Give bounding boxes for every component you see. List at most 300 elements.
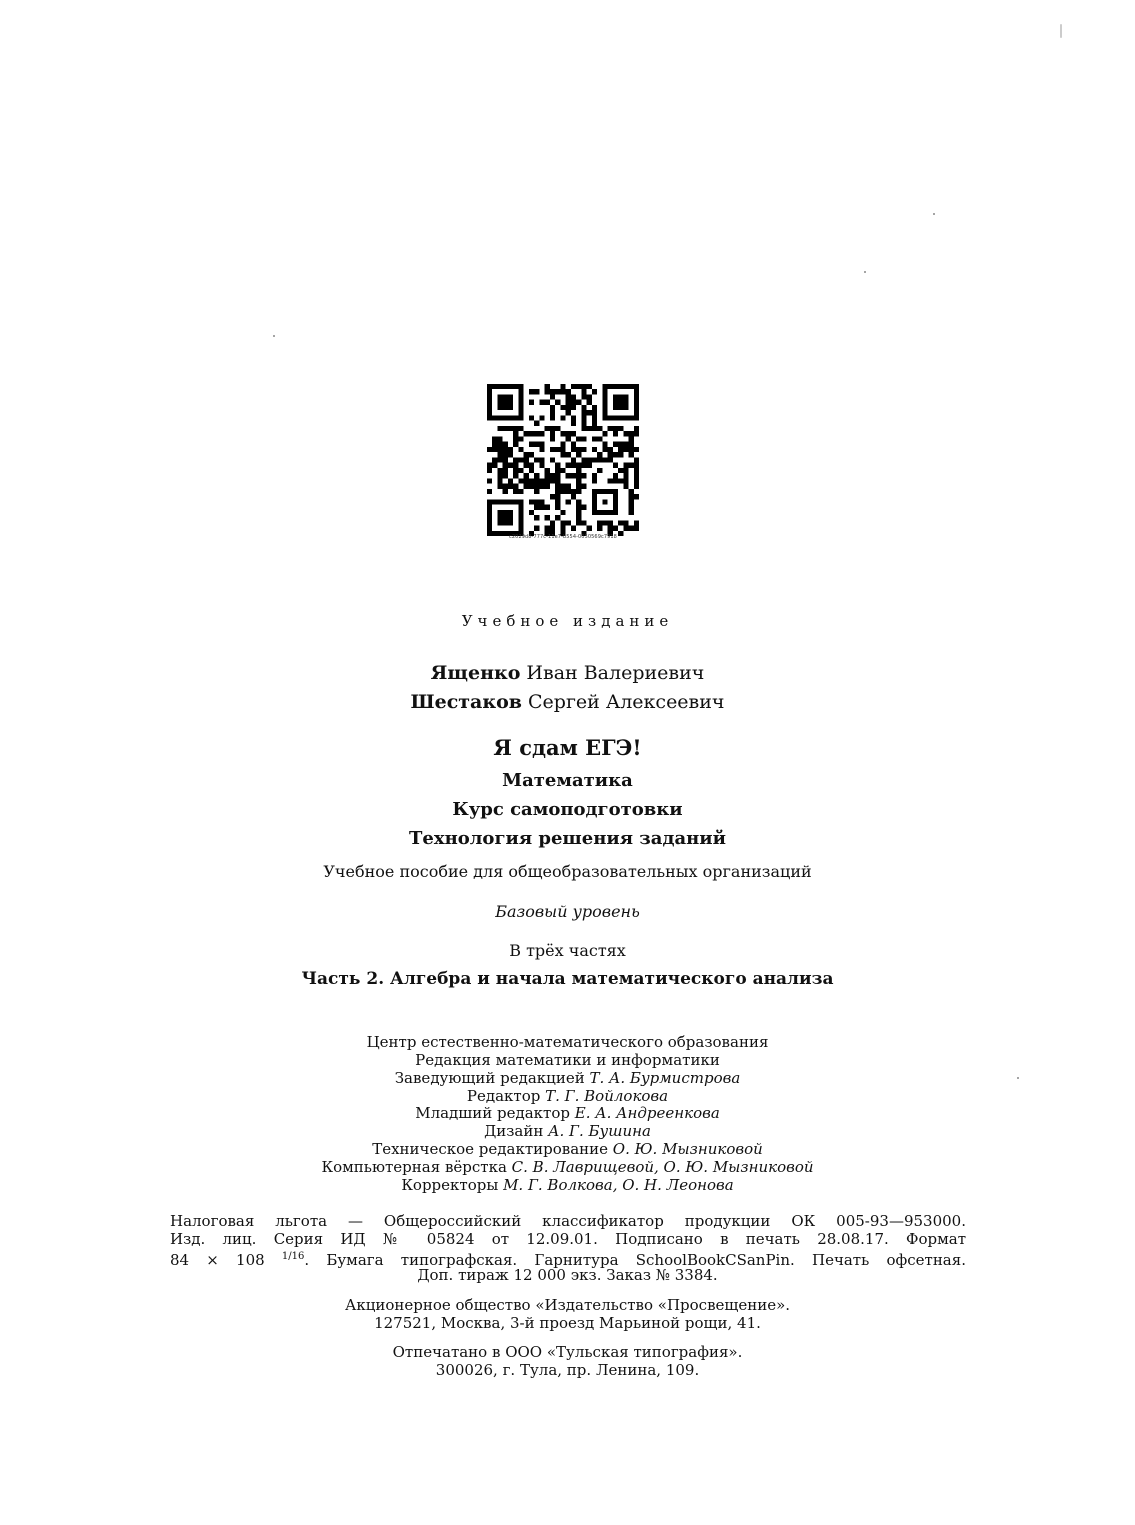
- qr-module: [571, 457, 576, 462]
- qr-module: [497, 484, 502, 489]
- qr-module: [566, 473, 571, 478]
- author-surname: Шестаков: [410, 691, 522, 713]
- qr-module: [581, 405, 586, 410]
- qr-module: [597, 452, 602, 457]
- qr-module: [587, 384, 592, 389]
- qr-module: [576, 436, 581, 441]
- qr-module: [629, 431, 634, 436]
- qr-module: [623, 478, 628, 483]
- qr-module: [539, 484, 544, 489]
- author-name: Сергей Алексеевич: [528, 691, 725, 713]
- qr-module: [576, 489, 581, 494]
- qr-module: [550, 394, 555, 399]
- scan-speck: [1017, 1077, 1019, 1079]
- qr-module: [618, 447, 623, 452]
- qr-module: [560, 415, 565, 420]
- qr-module: [560, 510, 565, 515]
- qr-module: [576, 473, 581, 478]
- qr-module: [545, 389, 550, 394]
- qr-module: [634, 526, 639, 531]
- qr-module: [629, 510, 634, 515]
- qr-module: [497, 457, 502, 462]
- qr-module: [581, 394, 586, 399]
- qr-module: [518, 489, 523, 494]
- credit-role: Заведующий редакцией: [394, 1069, 585, 1087]
- qr-module: [545, 505, 550, 510]
- credits-junior-editor: [0, 1104, 1135, 1122]
- qr-module: [524, 463, 529, 468]
- qr-module: [592, 389, 597, 394]
- qr-module: [587, 463, 592, 468]
- qr-module: [545, 468, 550, 473]
- qr-module: [571, 473, 576, 478]
- qr-module: [566, 405, 571, 410]
- qr-module: [576, 484, 581, 489]
- qr-module: [597, 520, 602, 525]
- qr-module: [576, 499, 581, 504]
- qr-module: [597, 457, 602, 462]
- qr-module: [623, 431, 628, 436]
- qr-module: [555, 515, 560, 520]
- qr-module: [592, 421, 597, 426]
- qr-module: [566, 463, 571, 468]
- author-2: [0, 691, 1135, 713]
- qr-module: [576, 463, 581, 468]
- qr-module: [518, 478, 523, 483]
- credits-editor: [0, 1087, 1135, 1105]
- credit-role: Дизайн: [484, 1122, 544, 1140]
- qr-module: [587, 526, 592, 531]
- format-details: . Бумага типографская. Гарнитура SchoolBookCSanPin. Печать офсетная.: [304, 1251, 966, 1269]
- credit-role: Младший редактор: [415, 1104, 570, 1122]
- qr-module: [587, 457, 592, 462]
- qr-module: [576, 468, 581, 473]
- qr-module: [602, 431, 607, 436]
- qr-module: [503, 447, 508, 452]
- qr-module: [487, 468, 492, 473]
- qr-module: [576, 400, 581, 405]
- qr-module: [555, 494, 560, 499]
- qr-module: [629, 442, 634, 447]
- qr-module: [629, 526, 634, 531]
- qr-module: [634, 468, 639, 473]
- qr-module: [613, 526, 618, 531]
- qr-module: [571, 463, 576, 468]
- qr-module: [634, 473, 639, 478]
- edition-label: Учебное издание: [461, 612, 674, 630]
- qr-module: [518, 426, 523, 431]
- qr-module: [524, 473, 529, 478]
- qr-module: [487, 463, 492, 468]
- qr-module: [497, 436, 502, 441]
- qr-module: [566, 452, 571, 457]
- qr-module: [487, 478, 492, 483]
- qr-module: [555, 505, 560, 510]
- credit-role: Редактор: [466, 1087, 541, 1105]
- qr-module: [592, 473, 597, 478]
- qr-module: [555, 426, 560, 431]
- qr-module: [597, 468, 602, 473]
- qr-module: [497, 442, 502, 447]
- credit-person: С. В. Лаврищевой, О. Ю. Мызниковой: [511, 1158, 814, 1176]
- qr-module: [550, 520, 555, 525]
- qr-module: [634, 484, 639, 489]
- scan-speck: [864, 271, 866, 273]
- qr-module: [497, 426, 502, 431]
- qr-module: [560, 389, 565, 394]
- qr-module: [513, 431, 518, 436]
- qr-module: [539, 400, 544, 405]
- qr-module: [618, 442, 623, 447]
- qr-module: [503, 473, 508, 478]
- scan-speck: [273, 335, 275, 337]
- qr-module: [513, 484, 518, 489]
- qr-module: [497, 447, 502, 452]
- qr-module: [587, 426, 592, 431]
- qr-module: [581, 505, 586, 510]
- qr-module: [571, 394, 576, 399]
- qr-module: [571, 447, 576, 452]
- qr-module: [492, 463, 497, 468]
- qr-module: [602, 447, 607, 452]
- qr-module: [592, 457, 597, 462]
- qr-module: [618, 452, 623, 457]
- qr-module: [560, 452, 565, 457]
- qr-module: [550, 447, 555, 452]
- imprint-run: Доп. тираж 12 000 экз. Заказ № 3384.: [417, 1266, 718, 1284]
- publisher-name: Акционерное общество «Издательство «Просвещение».: [344, 1296, 791, 1314]
- qr-module: [560, 442, 565, 447]
- credit-person: Т. Г. Войлокова: [545, 1087, 669, 1105]
- qr-module: [608, 452, 613, 457]
- book-level: Базовый уровень: [495, 902, 640, 921]
- qr-module: [550, 473, 555, 478]
- qr-module: [571, 415, 576, 420]
- qr-module: [618, 426, 623, 431]
- qr-module: [529, 478, 534, 483]
- qr-module: [629, 447, 634, 452]
- qr-module: [571, 431, 576, 436]
- qr-module: [581, 389, 586, 394]
- qr-module: [529, 415, 534, 420]
- credits-department: Редакция математики и информатики: [415, 1051, 720, 1069]
- qr-module: [534, 526, 539, 531]
- qr-module: [576, 478, 581, 483]
- qr-module: [534, 484, 539, 489]
- credit-role: Компьютерная вёрстка: [321, 1158, 507, 1176]
- qr-module: [497, 468, 502, 473]
- qr-module: [566, 489, 571, 494]
- qr-module: [508, 447, 513, 452]
- qr-module: [581, 384, 586, 389]
- qr-module: [513, 463, 518, 468]
- qr-module: [566, 389, 571, 394]
- qr-module: [513, 468, 518, 473]
- printer-name: Отпечатано в ООО «Тульская типография».: [392, 1343, 743, 1361]
- qr-module: [492, 457, 497, 462]
- qr-module: [618, 478, 623, 483]
- qr-module: [623, 463, 628, 468]
- qr-module: [503, 452, 508, 457]
- qr-module: [550, 405, 555, 410]
- qr-module: [555, 463, 560, 468]
- qr-module: [524, 452, 529, 457]
- credit-role: Корректоры: [401, 1176, 499, 1194]
- qr-module: [545, 400, 550, 405]
- qr-module: [571, 442, 576, 447]
- qr-module: [518, 447, 523, 452]
- qr-module: [623, 447, 628, 452]
- qr-module: [508, 463, 513, 468]
- qr-module: [545, 526, 550, 531]
- qr-code-icon: [487, 384, 639, 536]
- qr-module: [529, 499, 534, 504]
- qr-module: [592, 410, 597, 415]
- qr-module: [518, 457, 523, 462]
- qr-module: [623, 484, 628, 489]
- qr-module: [545, 484, 550, 489]
- qr-module: [534, 457, 539, 462]
- qr-module: [634, 431, 639, 436]
- book-title: Я сдам ЕГЭ!: [493, 735, 642, 760]
- qr-module: [534, 478, 539, 483]
- qr-module: [529, 400, 534, 405]
- printer-address: 300026, г. Тула, пр. Ленина, 109.: [435, 1361, 700, 1379]
- qr-module: [550, 494, 555, 499]
- qr-module: [634, 426, 639, 431]
- qr-module: [566, 499, 571, 504]
- qr-module: [634, 520, 639, 525]
- qr-module: [555, 499, 560, 504]
- qr-module: [539, 505, 544, 510]
- qr-module: [623, 468, 628, 473]
- qr-module: [529, 442, 534, 447]
- credit-person: А. Г. Бушина: [548, 1122, 651, 1140]
- scan-speck: [933, 213, 935, 215]
- qr-module: [613, 431, 618, 436]
- qr-module: [597, 526, 602, 531]
- qr-module: [587, 394, 592, 399]
- qr-module: [634, 463, 639, 468]
- qr-module: [545, 426, 550, 431]
- qr-module: [623, 520, 628, 525]
- qr-module: [608, 478, 613, 483]
- credits-tech: [0, 1140, 1135, 1158]
- qr-module: [503, 442, 508, 447]
- qr-module: [545, 384, 550, 389]
- qr-module: [539, 415, 544, 420]
- qr-module: [592, 478, 597, 483]
- qr-module: [534, 499, 539, 504]
- qr-module: [513, 426, 518, 431]
- qr-module: [524, 478, 529, 483]
- publisher-address: 127521, Москва, 3-й проезд Марьиной рощи, 41.: [374, 1314, 761, 1332]
- qr-module: [529, 463, 534, 468]
- qr-module: [539, 447, 544, 452]
- qr-module: [508, 452, 513, 457]
- qr-module: [581, 473, 586, 478]
- credits-proofreaders: [0, 1176, 1135, 1194]
- qr-module: [508, 478, 513, 483]
- credit-person: О. Ю. Мызниковой: [612, 1140, 763, 1158]
- subtitle-technology: Технология решения заданий: [408, 828, 726, 849]
- qr-module: [571, 400, 576, 405]
- qr-module: [539, 463, 544, 468]
- qr-module: [571, 526, 576, 531]
- qr-module: [492, 447, 497, 452]
- qr-module: [587, 400, 592, 405]
- qr-module: [608, 447, 613, 452]
- qr-module: [608, 520, 613, 525]
- qr-module: [634, 447, 639, 452]
- qr-module: [555, 447, 560, 452]
- qr-module: [524, 431, 529, 436]
- qr-module: [566, 394, 571, 399]
- qr-module: [529, 452, 534, 457]
- credits-head: [0, 1069, 1135, 1087]
- qr-module: [566, 410, 571, 415]
- qr-module: [503, 457, 508, 462]
- qr-module: [545, 478, 550, 483]
- qr-module: [487, 489, 492, 494]
- qr-module: [555, 473, 560, 478]
- qr-module: [529, 431, 534, 436]
- qr-module: [634, 494, 639, 499]
- qr-module: [623, 526, 628, 531]
- credits-center: Центр естественно-математического образования: [366, 1033, 769, 1051]
- qr-module: [629, 452, 634, 457]
- credit-role: Техническое редактирование: [372, 1140, 609, 1158]
- qr-module: [566, 400, 571, 405]
- qr-module: [566, 520, 571, 525]
- qr-module: [534, 421, 539, 426]
- qr-module: [534, 489, 539, 494]
- book-description: Учебное пособие для общеобразовательных организаций: [323, 862, 812, 881]
- qr-module: [524, 484, 529, 489]
- qr-module: [539, 499, 544, 504]
- qr-module: [513, 473, 518, 478]
- qr-module: [581, 457, 586, 462]
- author-surname: Ященко: [430, 662, 521, 684]
- qr-module: [576, 447, 581, 452]
- qr-module: [487, 447, 492, 452]
- qr-module: [534, 473, 539, 478]
- qr-module: [550, 526, 555, 531]
- credit-person: М. Г. Волкова, О. Н. Леонова: [503, 1176, 734, 1194]
- qr-module: [566, 431, 571, 436]
- qr-module: [581, 421, 586, 426]
- qr-module: [503, 463, 508, 468]
- qr-module: [629, 505, 634, 510]
- qr-module: [560, 484, 565, 489]
- author-name: Иван Валериевич: [526, 662, 705, 684]
- imprint-tax: Налоговая льгота — Общероссийский классификатор продукции ОК 005-93—953000.: [170, 1212, 966, 1230]
- qr-module: [560, 468, 565, 473]
- qr-module: [613, 478, 618, 483]
- qr-module: [629, 463, 634, 468]
- qr-module: [576, 515, 581, 520]
- author-1: [0, 662, 1135, 684]
- qr-module: [613, 442, 618, 447]
- qr-module: [497, 452, 502, 457]
- qr-module: [571, 489, 576, 494]
- qr-module: [524, 457, 529, 462]
- qr-module: [534, 389, 539, 394]
- qr-module: [555, 484, 560, 489]
- qr-module: [592, 426, 597, 431]
- qr-module: [529, 468, 534, 473]
- qr-module: [555, 489, 560, 494]
- qr-module: [618, 520, 623, 525]
- qr-module: [555, 478, 560, 483]
- qr-module: [602, 457, 607, 462]
- qr-module: [581, 415, 586, 420]
- qr-module: [555, 400, 560, 405]
- qr-module: [608, 526, 613, 531]
- qr-module: [623, 442, 628, 447]
- qr-module: [581, 520, 586, 525]
- qr-caption: c2029d8-777c-11e7-b554-0050569c7918: [509, 534, 617, 540]
- qr-module: [534, 505, 539, 510]
- qr-module: [508, 484, 513, 489]
- qr-module: [571, 421, 576, 426]
- qr-module: [560, 447, 565, 452]
- qr-module: [613, 463, 618, 468]
- qr-module: [545, 473, 550, 478]
- qr-module: [608, 426, 613, 431]
- qr-module: [513, 436, 518, 441]
- qr-module: [602, 520, 607, 525]
- qr-module: [581, 447, 586, 452]
- qr-module: [550, 410, 555, 415]
- credit-person: Т. А. Бурмистрова: [589, 1069, 741, 1087]
- qr-module: [634, 478, 639, 483]
- qr-module: [513, 457, 518, 462]
- qr-module: [634, 457, 639, 462]
- qr-module: [539, 442, 544, 447]
- qr-module: [529, 389, 534, 394]
- qr-module: [550, 478, 555, 483]
- qr-module: [503, 468, 508, 473]
- qr-module: [571, 494, 576, 499]
- qr-module: [613, 473, 618, 478]
- qr-module: [518, 468, 523, 473]
- qr-module: [581, 436, 586, 441]
- qr-module: [550, 436, 555, 441]
- qr-module: [560, 384, 565, 389]
- qr-module: [550, 431, 555, 436]
- qr-module: [497, 473, 502, 478]
- qr-module: [629, 494, 634, 499]
- qr-module: [597, 436, 602, 441]
- qr-module: [539, 431, 544, 436]
- qr-module: [576, 384, 581, 389]
- parts-note: В трёх частях: [509, 941, 626, 960]
- qr-module: [534, 442, 539, 447]
- qr-module: [497, 478, 502, 483]
- qr-module: [560, 405, 565, 410]
- qr-module: [581, 426, 586, 431]
- qr-module: [602, 442, 607, 447]
- qr-module: [503, 426, 508, 431]
- qr-module: [581, 463, 586, 468]
- qr-module: [545, 515, 550, 520]
- qr-module: [592, 447, 597, 452]
- qr-module: [613, 452, 618, 457]
- qr-module: [539, 478, 544, 483]
- qr-module: [592, 436, 597, 441]
- qr-module: [513, 489, 518, 494]
